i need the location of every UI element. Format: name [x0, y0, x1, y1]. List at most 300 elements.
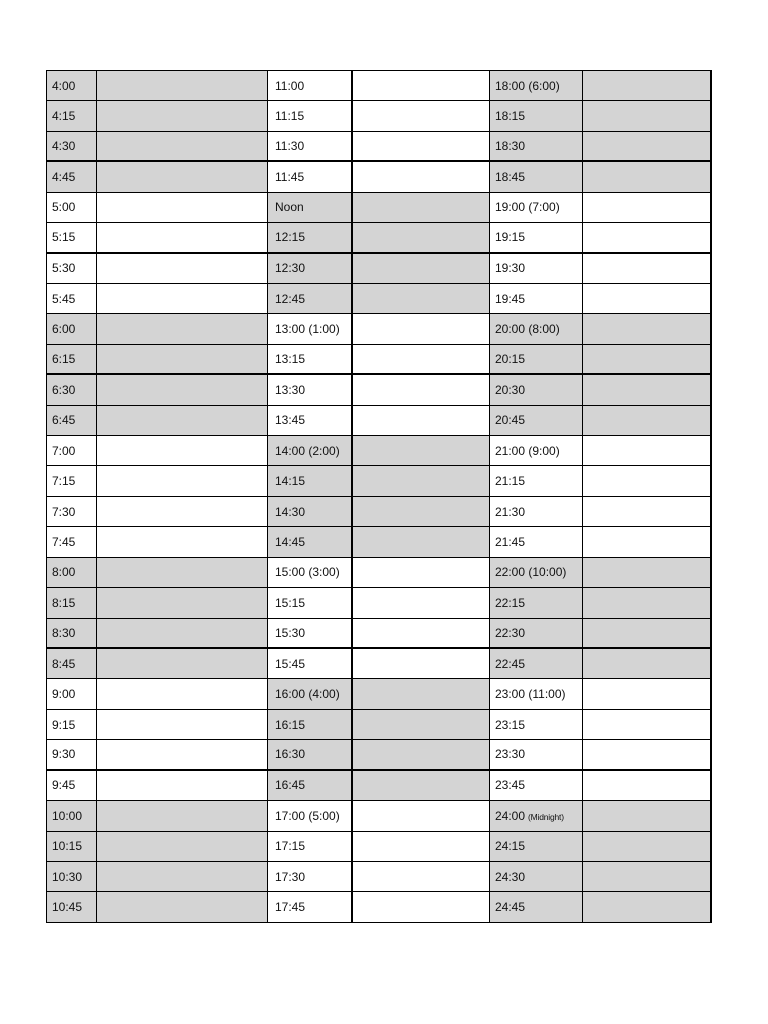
time-cell	[268, 162, 353, 192]
entry-cell	[353, 558, 490, 588]
time-text	[275, 445, 340, 457]
entry-cell	[583, 527, 712, 557]
time-text	[52, 901, 82, 913]
time-cell	[47, 771, 97, 801]
time-cell	[268, 132, 353, 162]
time-label: 15:00 (3:00)	[275, 565, 340, 580]
time-text	[275, 871, 305, 883]
time-cell	[268, 71, 353, 101]
entry-cell	[97, 558, 268, 588]
entry-cell	[97, 345, 268, 375]
time-text	[495, 597, 525, 609]
time-cell	[490, 740, 583, 770]
entry-cell	[353, 832, 490, 862]
time-text	[495, 201, 560, 213]
time-text	[52, 262, 75, 274]
time-label: 18:30	[495, 139, 526, 154]
time-cell	[47, 710, 97, 740]
time-text	[275, 475, 305, 487]
time-text	[52, 475, 75, 487]
time-cell	[47, 619, 97, 649]
time-text	[52, 536, 75, 548]
entry-cell	[583, 101, 712, 131]
time-cell	[490, 254, 583, 284]
entry-cell	[97, 71, 268, 101]
time-cell	[47, 436, 97, 466]
entry-cell	[97, 740, 268, 770]
time-text	[495, 566, 566, 578]
time-label: 9:00	[52, 687, 76, 702]
entry-cell	[353, 771, 490, 801]
time-text	[275, 901, 305, 913]
time-cell	[47, 497, 97, 527]
time-text	[52, 840, 82, 852]
time-label: 20:30	[495, 382, 526, 397]
time-text	[52, 566, 75, 578]
time-label: 11:30	[275, 139, 305, 154]
time-text	[495, 353, 525, 365]
time-label: 5:00	[52, 200, 76, 215]
time-text	[495, 140, 525, 152]
time-cell	[268, 101, 353, 131]
time-label: 8:45	[52, 656, 76, 671]
time-label: 15:30	[275, 625, 306, 640]
entry-cell	[97, 223, 268, 253]
entry-cell	[353, 284, 490, 314]
entry-cell	[583, 710, 712, 740]
time-cell	[490, 132, 583, 162]
time-label: 17:00 (5:00)	[275, 808, 340, 823]
entry-cell	[97, 497, 268, 527]
time-cell	[490, 862, 583, 892]
time-cell	[490, 679, 583, 709]
time-label: 19:15	[495, 230, 526, 245]
time-label: 5:30	[52, 261, 76, 276]
entry-cell	[353, 679, 490, 709]
time-label: 19:45	[495, 291, 526, 306]
time-label: 6:45	[52, 413, 76, 428]
time-text	[52, 506, 75, 518]
time-text	[275, 262, 305, 274]
time-cell	[268, 466, 353, 496]
time-label: 10:30	[52, 869, 83, 884]
time-label: 12:30	[275, 261, 306, 276]
entry-cell	[353, 314, 490, 344]
time-cell	[268, 527, 353, 557]
time-label: 23:30	[495, 747, 526, 762]
entry-cell	[583, 71, 712, 101]
entry-cell	[353, 406, 490, 436]
time-text	[275, 384, 305, 396]
time-cell	[268, 771, 353, 801]
entry-cell	[583, 862, 712, 892]
entry-cell	[353, 740, 490, 770]
time-cell	[268, 619, 353, 649]
time-cell	[47, 406, 97, 436]
entry-cell	[97, 771, 268, 801]
time-label: Noon	[275, 200, 304, 215]
time-label: 5:15	[52, 230, 76, 245]
time-label: 22:15	[495, 595, 526, 610]
time-cell	[47, 223, 97, 253]
time-label: 8:00	[52, 565, 76, 580]
time-cell	[47, 466, 97, 496]
time-text	[495, 445, 560, 457]
time-cell	[47, 375, 97, 405]
time-text	[275, 110, 304, 122]
entry-cell	[97, 466, 268, 496]
time-text	[52, 810, 82, 822]
time-label: 24:15	[495, 839, 526, 854]
time-cell	[47, 101, 97, 131]
time-cell	[490, 558, 583, 588]
entry-cell	[583, 254, 712, 284]
time-label: 22:30	[495, 625, 526, 640]
time-label: 16:30	[275, 747, 306, 762]
time-cell	[268, 832, 353, 862]
time-label: 14:00 (2:00)	[275, 443, 340, 458]
time-cell	[268, 436, 353, 466]
entry-cell	[583, 223, 712, 253]
time-label: 13:45	[275, 413, 306, 428]
entry-cell	[583, 162, 712, 192]
time-text	[495, 719, 525, 731]
time-text	[275, 140, 304, 152]
time-label: 15:15	[275, 595, 306, 610]
time-text	[495, 80, 560, 92]
time-label: 8:30	[52, 625, 76, 640]
time-label: 23:00 (11:00)	[495, 687, 566, 702]
time-text	[275, 779, 305, 791]
time-label: 9:30	[52, 747, 76, 762]
entry-cell	[97, 892, 268, 922]
time-label: 7:30	[52, 504, 76, 519]
time-text	[52, 779, 75, 791]
entry-cell	[353, 801, 490, 831]
time-cell	[47, 832, 97, 862]
entry-cell	[353, 710, 490, 740]
time-cell	[268, 497, 353, 527]
time-text	[52, 293, 75, 305]
time-text	[275, 231, 305, 243]
time-cell	[490, 527, 583, 557]
time-cell	[490, 466, 583, 496]
time-label: 23:15	[495, 717, 526, 732]
time-text	[52, 80, 75, 92]
entry-cell	[97, 193, 268, 223]
time-label: 21:15	[495, 474, 526, 489]
time-label: 18:45	[495, 169, 526, 184]
time-text	[495, 384, 525, 396]
time-text	[275, 597, 305, 609]
time-label: 4:30	[52, 139, 76, 154]
entry-cell	[583, 892, 712, 922]
time-text	[275, 293, 305, 305]
entry-cell	[97, 132, 268, 162]
time-cell	[47, 345, 97, 375]
time-label: 13:30	[275, 382, 306, 397]
time-label: 15:45	[275, 656, 306, 671]
entry-cell	[97, 527, 268, 557]
entry-cell	[97, 162, 268, 192]
entry-cell	[583, 558, 712, 588]
time-text	[52, 748, 75, 760]
entry-cell	[97, 436, 268, 466]
entry-cell	[353, 101, 490, 131]
time-cell	[47, 314, 97, 344]
entry-cell	[353, 436, 490, 466]
time-cell	[47, 284, 97, 314]
entry-cell	[353, 497, 490, 527]
time-cell	[490, 436, 583, 466]
time-text	[52, 719, 75, 731]
entry-cell	[353, 71, 490, 101]
time-cell	[268, 193, 353, 223]
time-cell	[47, 740, 97, 770]
time-text	[495, 110, 525, 122]
time-cell	[490, 314, 583, 344]
time-cell	[47, 588, 97, 618]
time-cell	[47, 193, 97, 223]
time-text	[52, 323, 75, 335]
time-cell	[268, 740, 353, 770]
time-text	[52, 353, 75, 365]
time-cell	[268, 314, 353, 344]
entry-cell	[583, 345, 712, 375]
time-text	[275, 719, 305, 731]
time-label: 8:15	[52, 595, 76, 610]
time-label: 6:30	[52, 382, 76, 397]
time-text	[495, 536, 525, 548]
entry-cell	[583, 619, 712, 649]
entry-cell	[97, 314, 268, 344]
time-cell	[268, 284, 353, 314]
time-text	[495, 475, 525, 487]
entry-cell	[583, 588, 712, 618]
time-label: 7:00	[52, 443, 76, 458]
time-text	[52, 658, 75, 670]
time-cell	[490, 162, 583, 192]
time-label: 7:45	[52, 535, 76, 550]
time-cell	[490, 71, 583, 101]
time-cell	[490, 375, 583, 405]
time-text	[495, 414, 525, 426]
time-text	[52, 627, 75, 639]
time-label: 4:15	[52, 109, 76, 124]
time-cell	[47, 162, 97, 192]
time-text	[495, 748, 525, 760]
time-text	[275, 536, 305, 548]
time-label: 17:45	[275, 900, 306, 915]
time-label: 6:15	[52, 352, 76, 366]
time-label: 20:00 (8:00)	[495, 322, 560, 337]
time-label: 17:15	[275, 839, 306, 854]
time-cell	[47, 132, 97, 162]
entry-cell	[583, 832, 712, 862]
time-cell	[268, 801, 353, 831]
time-text	[275, 840, 305, 852]
time-cell	[268, 588, 353, 618]
time-cell	[47, 679, 97, 709]
entry-cell	[353, 345, 490, 375]
time-text	[52, 201, 75, 213]
entry-cell	[353, 193, 490, 223]
time-text	[495, 901, 525, 913]
entry-cell	[97, 588, 268, 618]
time-cell	[490, 101, 583, 131]
time-label: 20:45	[495, 413, 526, 428]
time-text	[495, 262, 525, 274]
entry-cell	[583, 284, 712, 314]
time-label: 24:00	[495, 808, 526, 823]
entry-cell	[353, 466, 490, 496]
time-text	[52, 140, 75, 152]
entry-cell	[353, 254, 490, 284]
time-label: 10:00	[52, 808, 83, 823]
time-cell	[490, 588, 583, 618]
time-cell	[490, 771, 583, 801]
time-label: 22:45	[495, 656, 526, 671]
time-text	[275, 171, 304, 183]
entry-cell	[97, 832, 268, 862]
time-text	[52, 110, 75, 122]
entry-cell	[583, 132, 712, 162]
time-text	[275, 80, 304, 92]
entry-cell	[583, 679, 712, 709]
time-label: 5:45	[52, 291, 76, 306]
entry-cell	[353, 132, 490, 162]
time-label: 19:00 (7:00)	[495, 200, 560, 215]
entry-cell	[97, 862, 268, 892]
time-label: 21:30	[495, 504, 526, 519]
time-cell	[268, 679, 353, 709]
time-text	[52, 597, 75, 609]
time-cell	[490, 801, 583, 831]
time-text	[495, 171, 525, 183]
time-cell	[490, 649, 583, 679]
time-text	[495, 688, 566, 700]
time-text	[52, 171, 75, 183]
time-label: 10:15	[52, 839, 83, 854]
entry-cell	[353, 588, 490, 618]
entry-cell	[353, 649, 490, 679]
time-text	[495, 840, 525, 852]
time-text	[495, 323, 560, 335]
time-label: 14:30	[275, 504, 306, 519]
time-label: 16:45	[275, 778, 306, 793]
time-label: 14:45	[275, 535, 306, 550]
time-cell	[47, 527, 97, 557]
time-label: 16:15	[275, 717, 306, 732]
time-cell	[490, 193, 583, 223]
entry-cell	[353, 223, 490, 253]
time-cell	[268, 558, 353, 588]
time-label: 14:15	[275, 474, 306, 489]
entry-cell	[583, 314, 712, 344]
time-text	[495, 871, 525, 883]
entry-cell	[353, 162, 490, 192]
entry-cell	[583, 801, 712, 831]
time-text	[495, 293, 525, 305]
time-cell	[490, 345, 583, 375]
entry-cell	[353, 527, 490, 557]
entry-cell	[97, 406, 268, 436]
time-label: 11:45	[275, 169, 305, 184]
time-cell	[47, 892, 97, 922]
time-label: 21:00 (9:00)	[495, 443, 560, 458]
time-cell	[268, 862, 353, 892]
time-text	[275, 506, 305, 518]
time-text	[495, 779, 525, 791]
time-label: 24:45	[495, 900, 526, 915]
time-text	[275, 414, 305, 426]
time-label: 12:15	[275, 230, 306, 245]
time-cell	[47, 558, 97, 588]
time-text	[52, 231, 75, 243]
time-cell	[490, 497, 583, 527]
time-label: 13:15	[275, 352, 306, 366]
time-cell	[47, 801, 97, 831]
time-text	[52, 445, 75, 457]
time-text	[495, 627, 525, 639]
time-label: 21:45	[495, 535, 526, 550]
time-text	[52, 871, 82, 883]
time-text	[275, 627, 305, 639]
time-cell	[490, 406, 583, 436]
time-label: 7:15	[52, 474, 76, 489]
time-label: 9:45	[52, 778, 76, 793]
entry-cell	[97, 284, 268, 314]
entry-cell	[583, 406, 712, 436]
time-cell	[47, 71, 97, 101]
time-text	[495, 658, 525, 670]
time-label: 22:00 (10:00)	[495, 565, 567, 580]
time-cell	[268, 892, 353, 922]
time-label: 19:30	[495, 261, 526, 276]
schedule-table	[46, 70, 712, 923]
time-label: 20:15	[495, 352, 526, 366]
time-text	[495, 506, 525, 518]
time-cell	[47, 254, 97, 284]
entry-cell	[583, 649, 712, 679]
time-text	[275, 658, 305, 670]
time-cell	[47, 862, 97, 892]
entry-cell	[583, 436, 712, 466]
entry-cell	[97, 101, 268, 131]
time-label: 18:15	[495, 109, 526, 124]
time-text	[495, 231, 525, 243]
time-cell	[268, 375, 353, 405]
time-cell	[490, 619, 583, 649]
time-text	[52, 414, 75, 426]
time-label: 18:00 (6:00)	[495, 78, 560, 93]
time-cell	[490, 832, 583, 862]
entry-cell	[583, 740, 712, 770]
time-label: 23:45	[495, 778, 526, 793]
time-cell	[490, 284, 583, 314]
midnight-note: (Midnight)	[528, 811, 564, 822]
time-label: 4:00	[52, 78, 76, 93]
time-cell	[490, 892, 583, 922]
time-cell	[490, 223, 583, 253]
entry-cell	[583, 193, 712, 223]
time-text	[275, 748, 305, 760]
entry-cell	[583, 466, 712, 496]
entry-cell	[97, 801, 268, 831]
entry-cell	[97, 710, 268, 740]
time-label: 9:15	[52, 717, 76, 732]
time-text	[275, 688, 340, 700]
